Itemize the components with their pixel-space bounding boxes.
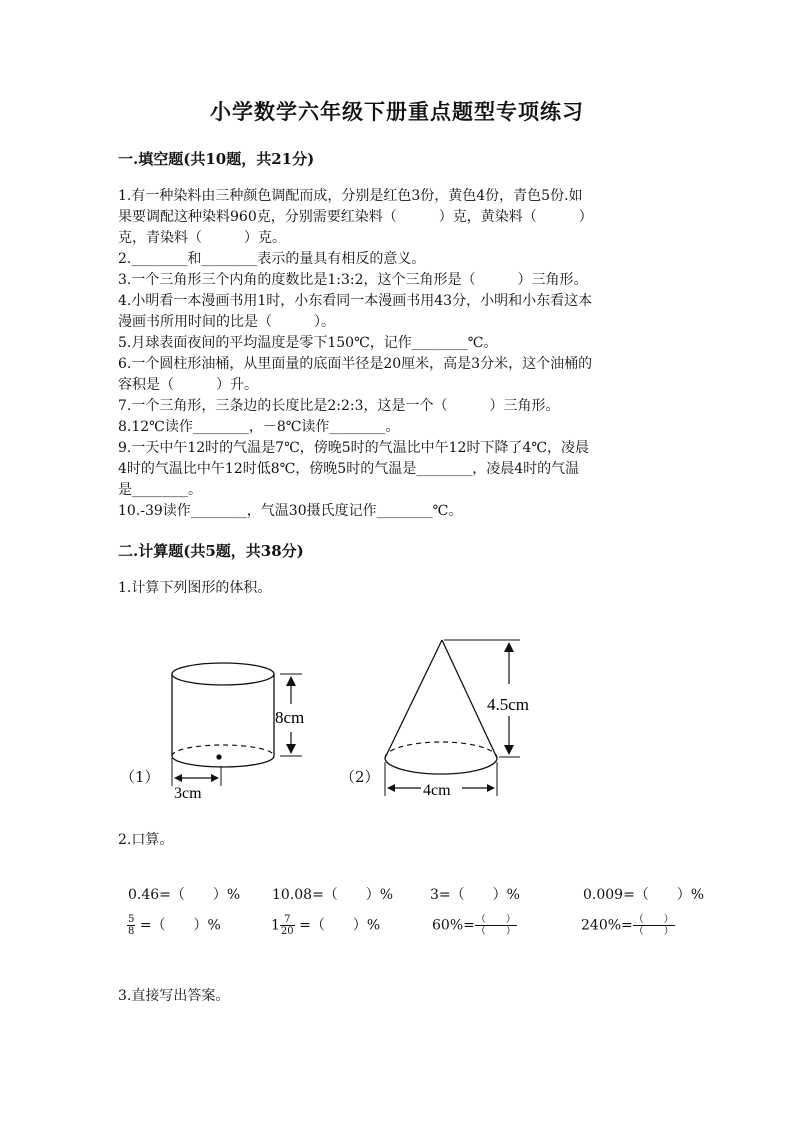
section1-heading: 一.填空题(共10题，共21分)	[118, 150, 315, 168]
fill-line-3: 克，青染料（ ）克。	[118, 230, 286, 246]
oral-calc-6-rest: =（ ）%	[299, 917, 381, 934]
oral-calc-7	[432, 914, 517, 937]
cylinder-bottom-back	[172, 745, 274, 756]
cylinder-bottom-front	[172, 756, 274, 767]
page-title: 小学数学六年级下册重点题型专项练习	[210, 99, 584, 124]
fraction-numerator: 7	[280, 914, 295, 926]
mixed-number-whole: 1	[271, 917, 280, 934]
fraction-denominator-blank: （ ）	[633, 926, 674, 937]
fill-line-5: 3.一个三角形三个内角的度数比是1:3:2，这个三角形是（ ）三角形。	[118, 272, 588, 288]
oral-calc-2: 10.08=（ ）%	[272, 887, 394, 903]
fill-line-11: 7.一个三角形，三条边的长度比是2:2:3，这是一个（ ）三角形。	[118, 398, 560, 414]
fill-line-16: 10.-39读作________，气温30摄氏度记作________℃。	[118, 503, 463, 519]
fill-line-1: 1.有一种染料由三种颜色调配而成，分别是红色3份，黄色4份，青色5份.如	[118, 188, 583, 204]
fill-line-9: 6.一个圆柱形油桶，从里面量的底面半径是20厘米，高是3分米，这个油桶的	[118, 356, 593, 372]
blank-fraction	[633, 914, 675, 937]
fraction-denominator-blank: （ ）	[475, 926, 516, 937]
oral-calc-1: 0.46=（ ）%	[128, 887, 241, 903]
fraction-denominator: 20	[280, 926, 294, 937]
fill-line-4: 2.________和________表示的量具有相反的意义。	[118, 251, 426, 267]
oral-calc-4: 0.009=（ ）%	[583, 887, 705, 903]
fraction-denominator: 8	[128, 926, 135, 937]
fraction-5-8	[127, 914, 135, 937]
radius-arrowhead-left	[174, 774, 182, 782]
fill-line-7: 漫画书所用时间的比是（ ）。	[118, 314, 335, 330]
cone-diameter-arrowhead-right	[487, 784, 495, 792]
cylinder-height-label: 8cm	[275, 708, 305, 727]
cone-height-arrowhead-up	[504, 642, 514, 652]
oral-calc-7-text: 60%=	[432, 917, 475, 934]
cone-diameter-arrowhead-left	[387, 784, 395, 792]
cone-base-front	[385, 758, 497, 774]
radius-arrowhead-right	[211, 774, 219, 782]
figure2-label: （2）	[340, 768, 380, 786]
fill-line-12: 8.12℃读作________，－8℃读作________。	[118, 419, 400, 435]
fill-line-15: 是________。	[118, 482, 202, 498]
figure1-label: （1）	[120, 768, 160, 786]
cone-height-label: 4.5cm	[487, 695, 530, 714]
fill-line-14: 4时的气温比中午12时低8℃，傍晚5时的气温是________，凌晨4时的气温	[118, 461, 580, 477]
oral-calc-3: 3=（ ）%	[430, 887, 520, 903]
cone-base-back	[385, 742, 497, 758]
fill-line-8: 5.月球表面夜间的平均温度是零下150℃，记作________℃。	[118, 335, 498, 351]
fraction-7-20	[280, 914, 295, 937]
cone-height-arrowhead-down	[504, 745, 514, 755]
cone-left-edge	[385, 640, 442, 758]
cone-diameter-label: 4cm	[423, 782, 451, 799]
fill-line-6: 4.小明看一本漫画书用1时，小东看同一本漫画书用43分，小明和小东看这本	[118, 293, 593, 309]
fraction-numerator-blank: （ ）	[633, 914, 674, 925]
calc-question-2: 2.口算。	[118, 832, 174, 848]
fill-line-13: 9.一天中午12时的气温是7℃，傍晚5时的气温比中午12时下降了4℃，凌晨	[118, 440, 590, 456]
cylinder-radius-label: 3cm	[174, 785, 202, 800]
cylinder-top-ellipse	[172, 663, 274, 685]
blank-fraction	[475, 914, 517, 937]
fill-line-2: 果要调配这种染料960克，分别需要红染料（ ）克，黄染料（ ）	[118, 209, 593, 225]
calc-question-1: 1.计算下列图形的体积。	[118, 580, 272, 596]
fraction-numerator: 5	[128, 914, 135, 925]
oral-calc-5	[127, 914, 221, 937]
oral-calc-5-rest: =（ ）%	[139, 917, 221, 934]
calc-question-3: 3.直接写出答案。	[118, 988, 230, 1004]
cone-figure	[380, 630, 560, 805]
cylinder-center-dot	[216, 754, 221, 759]
oral-calc-8-text: 240%=	[581, 917, 633, 934]
oral-calc-6	[271, 914, 380, 937]
height-arrowhead-down	[286, 744, 296, 754]
fraction-numerator-blank: （ ）	[475, 914, 516, 925]
fill-line-10: 容积是（ ）升。	[118, 377, 258, 393]
oral-calc-8	[581, 914, 675, 937]
height-arrowhead-up	[286, 676, 296, 686]
section2-heading: 二.计算题(共5题，共38分)	[118, 542, 304, 560]
